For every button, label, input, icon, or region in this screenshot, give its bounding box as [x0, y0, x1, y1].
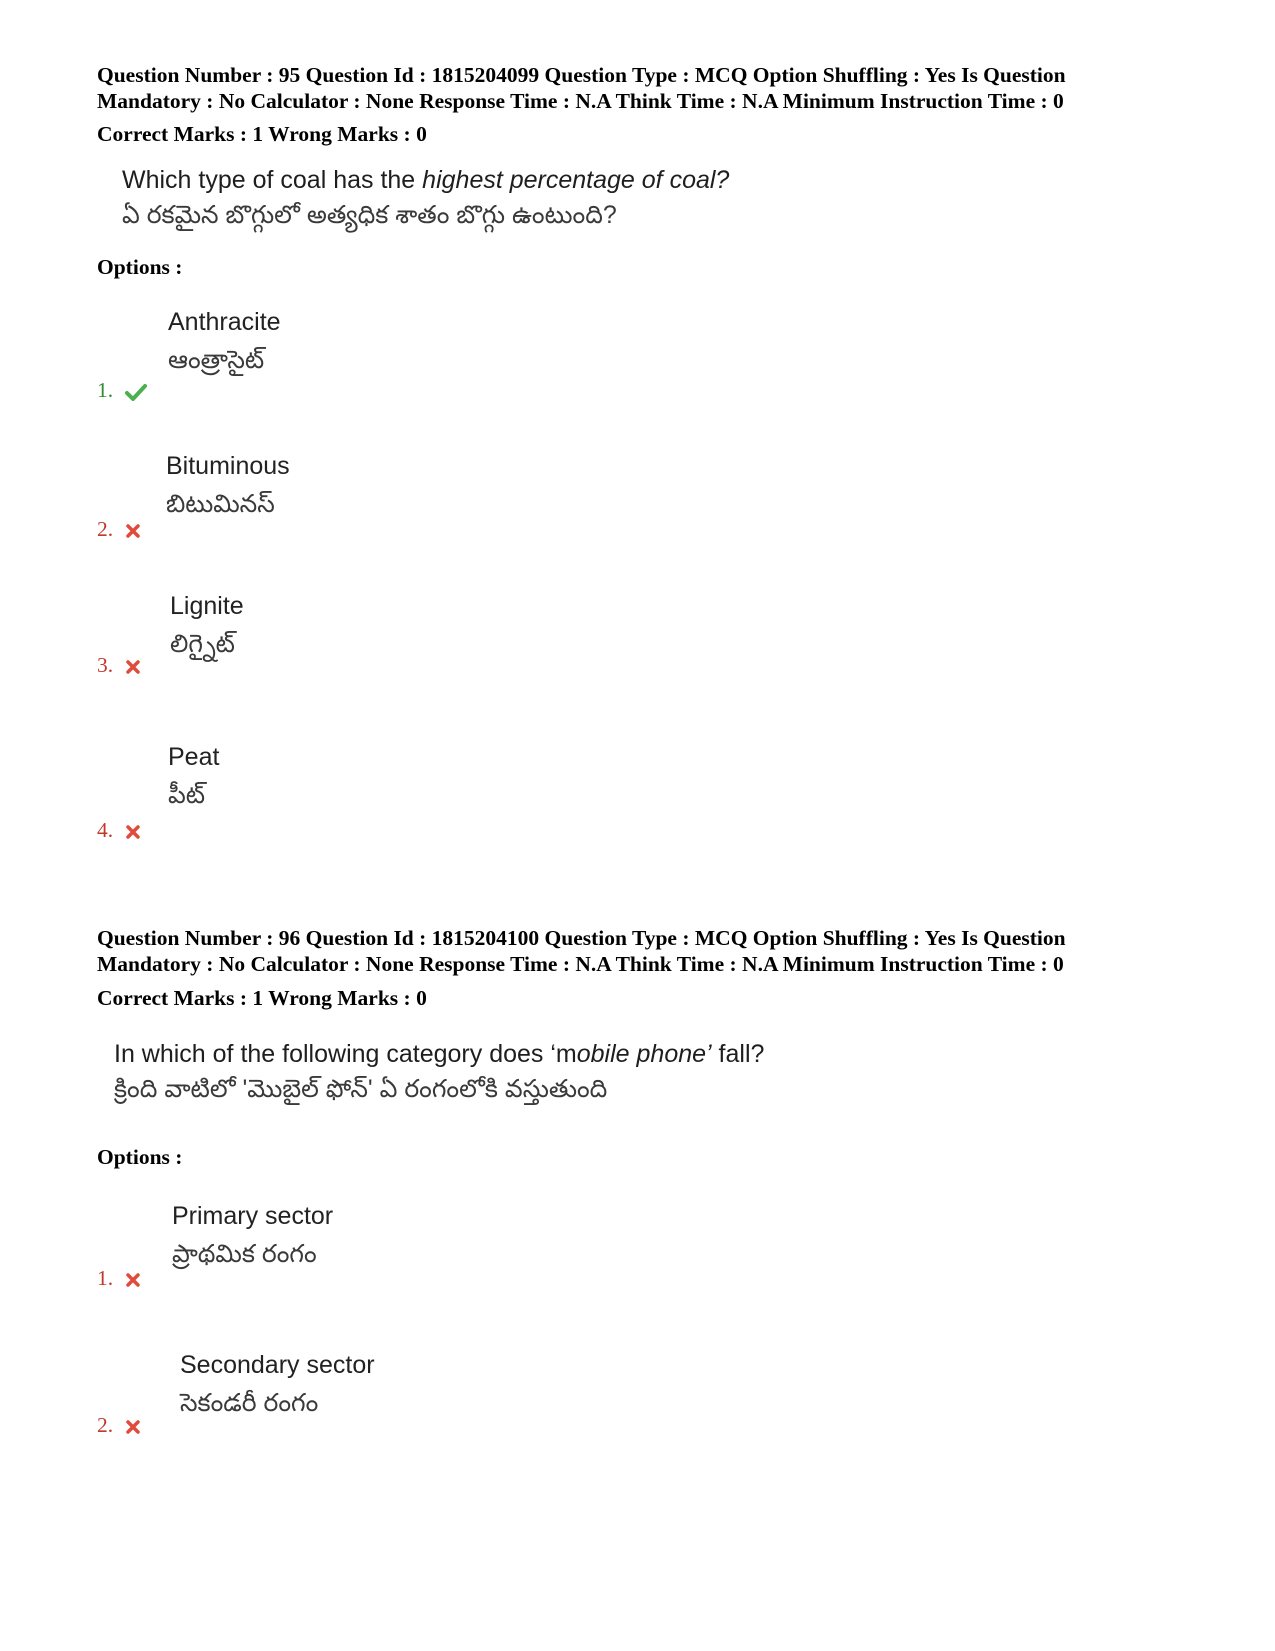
question-text: [122, 163, 729, 233]
option-text-telugu: లిగ్నైట్: [170, 630, 235, 658]
cross-icon: [125, 1419, 141, 1435]
meta-line-1: Question Number : 95 Question Id : 1815204099 Question Type : MCQ Option Shuffling : Yes Is Question: [97, 63, 1066, 87]
option-text: [166, 447, 290, 523]
marks-info: Correct Marks : 1 Wrong Marks : 0: [97, 122, 427, 146]
option-text-telugu: సెకండరీ రంగం: [180, 1389, 319, 1417]
cross-icon: [125, 523, 141, 539]
meta-line-1: Question Number : 96 Question Id : 1815204100 Question Type : MCQ Option Shuffling : Yes Is Question: [97, 926, 1066, 950]
cross-icon: [125, 824, 141, 840]
question-text-telugu: క్రింది వాటిలో 'మొబైల్ ఫోన్' ఏ రంగంలోకి వస్తుతుంది: [114, 1075, 608, 1103]
option-text-english: Primary sector: [172, 1202, 334, 1230]
question-meta: [97, 62, 1197, 114]
option-number: 3.: [97, 653, 141, 678]
options-label: Options :: [97, 255, 183, 279]
option-text: [168, 303, 281, 379]
cross-icon: [125, 659, 141, 675]
option-text: [172, 1197, 333, 1273]
question-text-english: Which type of coal has the highest percentage of coal?: [122, 166, 730, 194]
meta-line-2: Mandatory : No Calculator : None Response Time : N.A Think Time : N.A Minimum Instruction Time : 0: [97, 89, 1064, 113]
option-text: [168, 738, 219, 814]
options-label: Options :: [97, 1145, 183, 1169]
marks-info: Correct Marks : 1 Wrong Marks : 0: [97, 986, 427, 1010]
option-number: 1.: [97, 1266, 141, 1291]
cross-icon: [125, 1272, 141, 1288]
option-number: 2.: [97, 517, 141, 542]
option-text-english: Lignite: [170, 592, 244, 620]
option-number: 1.: [97, 378, 147, 403]
question-meta: [97, 925, 1197, 977]
option-text-telugu: బిటుమినస్: [166, 490, 275, 518]
option-text-english: Peat: [168, 743, 220, 771]
option-text: [170, 587, 244, 663]
check-icon: [125, 383, 147, 401]
option-number: 2.: [97, 1413, 141, 1438]
question-text: [114, 1037, 764, 1107]
option-text-telugu: ఆంత్రాసైట్: [168, 346, 265, 374]
option-number: 4.: [97, 818, 141, 843]
option-text-english: Bituminous: [166, 452, 290, 480]
option-text-english: Anthracite: [168, 308, 281, 336]
question-text-english: In which of the following category does ‘mobile phone’ fall?: [114, 1040, 765, 1068]
meta-line-2: Mandatory : No Calculator : None Response Time : N.A Think Time : N.A Minimum Instruction Time : 0: [97, 952, 1064, 976]
option-text: [180, 1346, 375, 1422]
option-text-telugu: పీట్: [168, 781, 206, 809]
option-text-english: Secondary sector: [180, 1351, 375, 1379]
question-text-telugu: ఏ రకమైన బొగ్గులో అత్యధిక శాతం బొగ్గు ఉంటుంది?: [122, 201, 617, 229]
option-text-telugu: ప్రాథమిక రంగం: [172, 1240, 317, 1268]
